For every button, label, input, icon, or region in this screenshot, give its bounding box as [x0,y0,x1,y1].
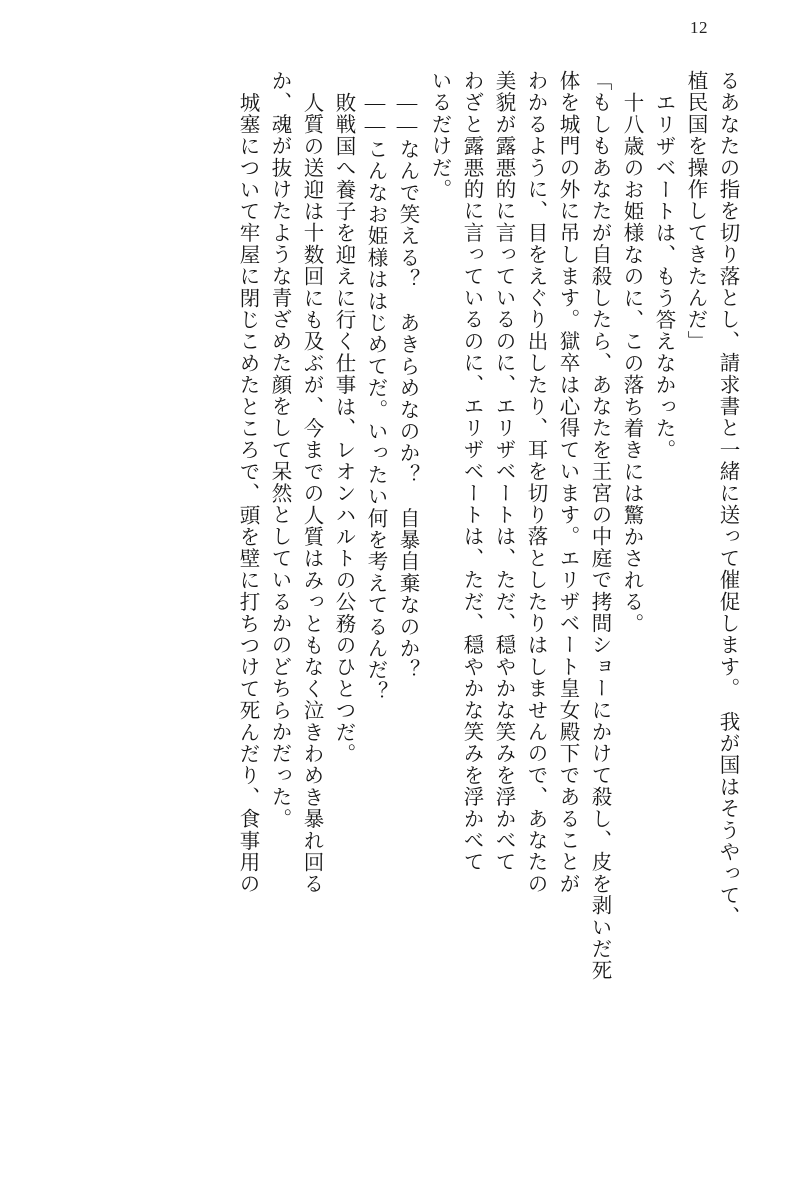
text-column: わざと露悪的に言っているのに、エリザベートは、ただ、穏やかな笑みを浮かべて [460,70,482,873]
text-column: 城塞について牢屋に閉じこめたところで、頭を壁に打ちつけて死んだり、食事用の [236,92,258,895]
text-column: いるだけだ。 [428,70,450,201]
text-column: 「もしもあなたが自殺したら、あなたを王宮の中庭で拷問ショーにかけて殺し、皮を剥いだ死 [588,70,610,982]
text-column: るあなたの指を切り落とし、請求書と一緒に送って催促します。 我が国はそうやって、 [716,70,738,928]
text-column: わかるように、目をえぐり出したり、耳を切り落としたりはしませんので、あなたの [524,70,546,895]
text-column: 美貌が露悪的に言っているのに、エリザベートは、ただ、穏やかな笑みを浮かべて [492,70,514,873]
text-column: エリザベートは、もう答えなかった。 [652,92,674,461]
vertical-text-body [40,70,742,1170]
text-column: 人質の送迎は十数回にも及ぶが、今までの人質はみっともなく泣きわめき暴れ回る [300,92,322,895]
text-column: 植民国を操作してきたんだ」 [684,70,706,353]
text-column: ――なんで笑える？ あきらめなのか？ 自暴自棄なのか？ [396,92,418,681]
text-column: か、魂が抜けたような青ざめた顔をして呆然としているかのどちらかだった。 [268,70,290,830]
text-column: ――こんなお姫様ははじめてだ。いったい何を考えてるんだ？ [364,92,386,703]
page-number: 12 [690,18,708,37]
text-column: 体を城門の外に吊します。獄卒は心得ています。エリザベート皇女殿下であることが [556,70,578,895]
text-column: 敗戦国へ養子を迎えに行く仕事は、レオンハルトの公務のひとつだ。 [332,92,354,765]
text-column: 十八歳のお姫様なのに、この落ち着きには驚かされる。 [620,92,642,635]
